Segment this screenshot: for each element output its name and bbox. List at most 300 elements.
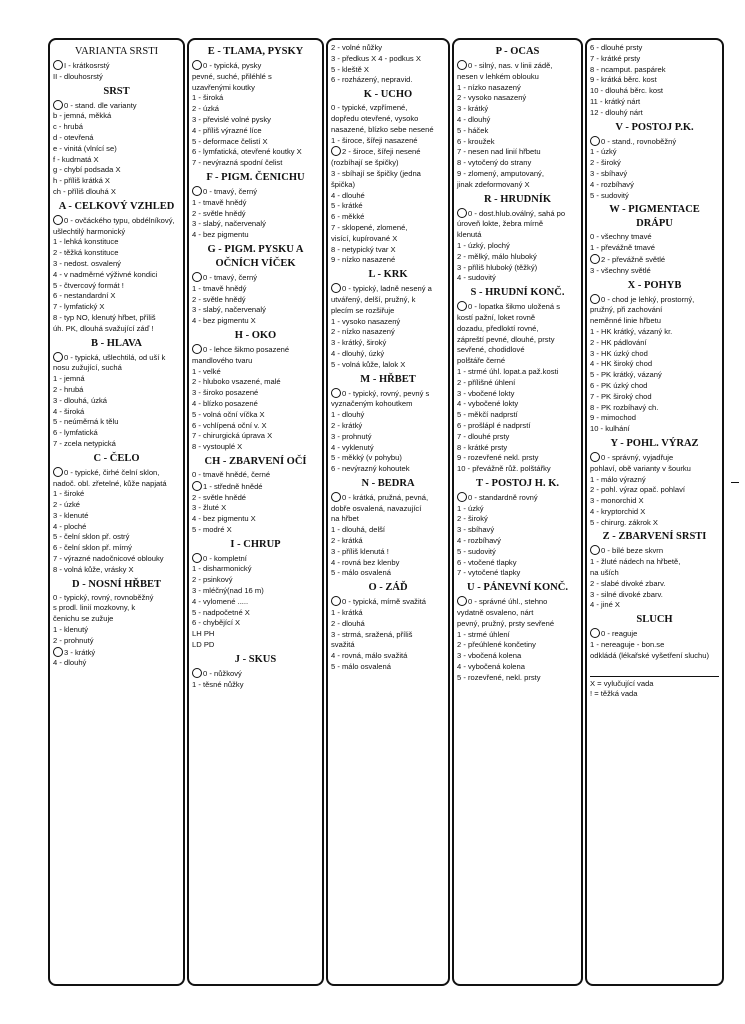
- option-line: [590, 590, 719, 601]
- circled-mark-icon: [53, 215, 63, 225]
- option-line: [590, 108, 719, 119]
- option-text: 5 - sudovitý: [590, 190, 629, 200]
- option-text: 2 - slabé divoké zbarv.: [590, 578, 666, 588]
- option-line: [331, 640, 445, 651]
- option-line: [457, 640, 578, 651]
- option-text: 9 - nízko nasazené: [331, 255, 396, 265]
- option-line: [331, 169, 445, 180]
- option-text: 5 - čelní sklon př. ostrý: [53, 532, 130, 542]
- option-text: vydatně osvaleno, nárt: [457, 608, 534, 618]
- option-text: utvářený, delší, pružný, k: [331, 294, 416, 304]
- option-text: 6 - nevýrazný kohoutek: [331, 464, 410, 474]
- section-title: O - ZÁĎ: [368, 582, 408, 594]
- option-line: [331, 596, 445, 608]
- option-line: [53, 270, 180, 281]
- option-line: [590, 464, 719, 475]
- circled-mark-icon: [331, 146, 341, 156]
- option-text: 6 - prošlápl é nadprstí: [457, 420, 531, 430]
- option-line: [331, 525, 445, 536]
- option-line: [53, 511, 180, 522]
- option-text: 1 - nereaguje - bon.se: [590, 640, 665, 650]
- option-line: [53, 554, 180, 565]
- option-text: 0 - stand., rovnoběžný: [601, 136, 677, 146]
- option-line: [331, 180, 445, 191]
- option-line: [457, 335, 578, 346]
- option-line: [457, 399, 578, 410]
- option-line: [53, 603, 180, 614]
- section-title: CH - ZBARVENÍ OČÍ: [204, 455, 307, 467]
- option-text: ušlechtilý harmonický: [53, 226, 126, 236]
- circled-mark-icon: [192, 481, 202, 491]
- option-line: [53, 417, 180, 428]
- option-line: [457, 619, 578, 630]
- option-text: 6 - lymfatická, otevřené koutky X: [192, 147, 302, 157]
- option-text: zápreští pevné, dlouhé, prsty: [457, 334, 555, 344]
- circled-mark-icon: [457, 60, 467, 70]
- option-text: 3 - krátký: [64, 647, 96, 657]
- option-line: [331, 608, 445, 619]
- option-text: 6 - měkké: [331, 212, 365, 222]
- form-sheet: [48, 38, 724, 986]
- option-text: 4 - kryptorchid X: [590, 506, 646, 516]
- option-text: nadoč. obl. zřetelné, kůže napjatá: [53, 478, 167, 488]
- option-line: [53, 100, 180, 112]
- option-line: [331, 536, 445, 547]
- option-line: [457, 547, 578, 558]
- option-text: 7 - vytočené tlapky: [457, 568, 521, 578]
- option-line: [457, 630, 578, 641]
- option-line: [192, 344, 319, 356]
- option-line: [590, 579, 719, 590]
- option-text: pevný, pružný, prsty sevřené: [457, 618, 555, 628]
- option-line: [192, 575, 319, 586]
- option-line: [457, 147, 578, 158]
- option-text: 8 - volná kůže, vrásky X: [53, 564, 134, 574]
- option-line: [457, 662, 578, 673]
- option-text: 8 - vystouplé X: [192, 442, 243, 452]
- option-line: [192, 356, 319, 367]
- option-text: 6 - čelní sklon př. mírný: [53, 543, 132, 553]
- option-line: [53, 363, 180, 374]
- section-title: SLUCH: [636, 614, 673, 626]
- option-text: 6 - vtočené tlapky: [457, 557, 517, 567]
- section-title: R - HRUDNÍK: [483, 193, 552, 205]
- option-line: [53, 489, 180, 500]
- option-line: [192, 126, 319, 137]
- option-text: 3 - dlouhá, úzká: [53, 395, 108, 405]
- option-line: [192, 608, 319, 619]
- option-line: [53, 407, 180, 418]
- option-text: 8 - PK rozbíhavý ch.: [590, 402, 659, 412]
- option-line: [590, 640, 719, 651]
- option-line: [457, 525, 578, 536]
- option-line: [457, 514, 578, 525]
- section-title: P - OCAS: [495, 46, 540, 57]
- option-line: [331, 421, 445, 432]
- option-line: [457, 83, 578, 94]
- option-text: 2 - dlouhá: [331, 618, 365, 628]
- option-line: [457, 558, 578, 569]
- option-line: [590, 97, 719, 108]
- option-text: 4 - rovná bez klenby: [331, 557, 400, 567]
- option-text: 4 - široká: [53, 406, 85, 416]
- option-text: pevné, suché, přiléhlé s: [192, 71, 272, 81]
- option-line: [53, 532, 180, 543]
- option-text: uzavřenými koutky: [192, 82, 255, 92]
- option-text: 2 - mělký, málo hluboký: [457, 251, 537, 261]
- section-title: B - HLAVA: [91, 337, 142, 349]
- option-line: [331, 630, 445, 641]
- option-line: [192, 316, 319, 327]
- option-text: 3 - krátký: [457, 104, 489, 114]
- option-line: [457, 137, 578, 148]
- option-line: [53, 439, 180, 450]
- option-text: 7 - výrazné nadočnicové oblouky: [53, 554, 164, 564]
- option-line: [590, 65, 719, 76]
- option-text: 7 - sklopené, zlomené,: [331, 222, 408, 232]
- option-line: [331, 558, 445, 569]
- circled-mark-icon: [457, 208, 467, 218]
- option-text: LH PH: [192, 629, 215, 639]
- option-line: [457, 104, 578, 115]
- option-text: 2 - převážně světlé: [601, 254, 666, 264]
- option-text: 3 - strmá, sražená, příliš: [331, 629, 413, 639]
- option-text: 4 - jiné X: [590, 600, 620, 610]
- option-text: 2 - přeúhlené končetiny: [457, 640, 536, 650]
- option-line: [331, 651, 445, 662]
- option-line: [53, 324, 180, 335]
- option-line: [457, 432, 578, 443]
- option-text: 5 - měkký (v pohybu): [331, 453, 402, 463]
- option-line: [331, 125, 445, 136]
- option-text: 1 - úzký: [590, 147, 617, 157]
- option-text: 4 - dlouhý, úzký: [331, 348, 385, 358]
- option-line: [192, 481, 319, 493]
- option-line: [590, 413, 719, 424]
- option-text: 0 - typický, rovný, rovnoběžný: [53, 592, 154, 602]
- option-text: 2 - světle hnědé: [192, 492, 247, 502]
- option-line: [457, 504, 578, 515]
- option-text: vyznačeným kohoutkem: [331, 399, 413, 409]
- option-text: 3 - slabý, načervenalý: [192, 219, 266, 229]
- option-text: 1 - klenutý: [53, 625, 89, 635]
- option-text: 4 - v nadměrné výživné kondici: [53, 269, 158, 279]
- option-text: 5 - modré X: [192, 524, 232, 534]
- option-line: [53, 144, 180, 155]
- option-text: 4 - rozbíhavý: [457, 536, 501, 546]
- option-line: [590, 568, 719, 579]
- option-line: [192, 72, 319, 83]
- section-title: F - PIGM. ČENICHU: [206, 171, 305, 183]
- option-text: s prodl. linií mozkovny, k: [53, 603, 136, 613]
- option-line: [590, 545, 719, 557]
- option-line: [590, 305, 719, 316]
- option-text: 4 - rozbíhavý: [590, 179, 634, 189]
- option-text: 5 - háček: [457, 125, 489, 135]
- option-text: 3 - vbočené lokty: [457, 388, 515, 398]
- option-text: 2 - pohl. výraz opač. pohlaví: [590, 485, 685, 495]
- option-text: 4 - rovná, málo svažitá: [331, 651, 408, 661]
- option-text: 0 - typická, mírně svažitá: [342, 597, 426, 607]
- option-text: 1 - strmé úhl. lopat.a paž.kosti: [457, 366, 559, 376]
- option-line: [590, 169, 719, 180]
- section-title: E - TLAMA, PYSKY: [207, 46, 304, 57]
- option-text: d - otevřená: [53, 132, 94, 142]
- option-line: [53, 614, 180, 625]
- option-text: 3 - slabý, načervenalý: [192, 305, 266, 315]
- option-line: [331, 388, 445, 400]
- option-text: 10 - převážně růž. polštářky: [457, 464, 551, 474]
- option-text: 5 - kleště X: [331, 64, 369, 74]
- circled-mark-icon: [331, 388, 341, 398]
- option-line: [192, 668, 319, 680]
- option-text: 6 - chybějící X: [192, 618, 241, 628]
- option-text: 1 - vysoko nasazený: [331, 316, 401, 326]
- option-text: 2 - hluboko vsazené, malé: [192, 377, 281, 387]
- section-title: W - PIGMENTACE DRÁPU: [609, 204, 700, 230]
- option-line: [53, 227, 180, 238]
- circled-mark-icon: [590, 136, 600, 146]
- option-text: 10 - kulhání: [590, 424, 630, 434]
- option-text: sevřené, chodidlové: [457, 345, 525, 355]
- section-title: I - CHRUP: [230, 538, 281, 550]
- option-text: 1 - tmavě hnědý: [192, 197, 247, 207]
- option-text: e - vinitá (vlnící se): [53, 143, 117, 153]
- option-text: 2 - těžká konstituce: [53, 248, 119, 258]
- option-text: 3 - příliš hluboký (těžký): [457, 262, 538, 272]
- option-text: 10 - dlouhá běrc. kost: [590, 86, 664, 96]
- option-text: ch - příliš dlouhá X: [53, 186, 116, 196]
- option-text: 1 - široké: [53, 489, 85, 499]
- option-line: [53, 291, 180, 302]
- option-line: [590, 243, 719, 254]
- option-line: [457, 301, 578, 313]
- option-text: 1 - nízko nasazený: [457, 82, 521, 92]
- option-text: 0 - bílé beze skvrn: [601, 546, 664, 556]
- option-text: nesen v lehkém oblouku: [457, 71, 539, 81]
- option-line: [192, 377, 319, 388]
- option-text: 3 - sbíhají se špičky (jedna: [331, 168, 421, 178]
- option-text: 9 - krátká běrc. kost: [590, 75, 657, 85]
- option-line: [53, 396, 180, 407]
- option-line: [331, 136, 445, 147]
- option-line: [53, 385, 180, 396]
- option-line: [331, 327, 445, 338]
- option-line: [331, 360, 445, 371]
- option-text: 3 - mléčný(nad 16 m): [192, 586, 264, 596]
- option-line: [457, 596, 578, 608]
- option-line: [457, 378, 578, 389]
- option-line: [331, 43, 445, 54]
- option-line: [590, 475, 719, 486]
- option-line: [331, 317, 445, 328]
- option-text: odkládá (lékařské vyšetření sluchu): [590, 650, 710, 660]
- option-text: 5 - nadpočetné X: [192, 607, 250, 617]
- option-line: [53, 636, 180, 647]
- option-line: [590, 651, 719, 662]
- option-line: [53, 479, 180, 490]
- option-text: 8 - typ NO, klenutý hřbet, příliš: [53, 312, 156, 322]
- option-line: [457, 219, 578, 230]
- option-line: [192, 230, 319, 241]
- option-line: [590, 485, 719, 496]
- section-title: U - PÁNEVNÍ KONČ.: [467, 582, 568, 594]
- option-text: 9 - mimochod: [590, 413, 637, 423]
- circled-mark-icon: [192, 668, 202, 678]
- option-text: 5 - volná oční víčka X: [192, 409, 265, 419]
- option-line: [331, 619, 445, 630]
- circled-mark-icon: [457, 596, 467, 606]
- section-title: N - BEDRA: [361, 477, 415, 489]
- option-line: [331, 306, 445, 317]
- option-text: 2 - vysoko nasazený: [457, 93, 527, 103]
- option-line: [590, 424, 719, 435]
- option-line: [590, 452, 719, 464]
- option-line: [53, 647, 180, 659]
- option-text: LD PD: [192, 640, 215, 650]
- option-line: [192, 158, 319, 169]
- circled-mark-icon: [590, 452, 600, 462]
- option-line: [457, 72, 578, 83]
- option-line: [331, 547, 445, 558]
- edge-tick: [731, 482, 739, 483]
- option-line: [192, 209, 319, 220]
- option-line: [53, 428, 180, 439]
- option-line: [590, 254, 719, 266]
- option-text: nasazené, blízko sebe nesené: [331, 124, 434, 134]
- circled-mark-icon: [53, 60, 63, 70]
- option-text: na uších: [590, 568, 619, 578]
- option-text: 3 - HK úzký chod: [590, 348, 648, 358]
- option-text: visící, kupírované X: [331, 233, 398, 243]
- section-title: SRST: [103, 85, 130, 97]
- option-line: [457, 252, 578, 263]
- option-line: [53, 259, 180, 270]
- option-line: [192, 410, 319, 421]
- column-5: [585, 38, 724, 986]
- option-text: 1 - úzký: [457, 503, 484, 513]
- option-line: [457, 115, 578, 126]
- option-line: [192, 388, 319, 399]
- option-line: [53, 187, 180, 198]
- legend-line: X = vylučující vada: [590, 678, 654, 688]
- option-line: [192, 137, 319, 148]
- option-text: 1 - široká: [192, 93, 224, 103]
- option-text: neměnné linie hřbetu: [590, 316, 661, 326]
- option-line: [53, 176, 180, 187]
- option-line: [331, 54, 445, 65]
- option-line: [53, 302, 180, 313]
- option-line: [457, 230, 578, 241]
- option-text: 0 - typické, čirhé čelní sklon,: [64, 467, 160, 477]
- circled-mark-icon: [590, 628, 600, 638]
- option-text: g - chybí podsada X: [53, 165, 121, 175]
- option-line: [457, 158, 578, 169]
- option-line: [590, 392, 719, 403]
- option-text: 3 - všechny světlé: [590, 265, 651, 275]
- option-line: [590, 232, 719, 243]
- option-line: [192, 219, 319, 230]
- option-line: [53, 215, 180, 227]
- option-line: [331, 65, 445, 76]
- option-text: 6 - PK úzký chod: [590, 380, 648, 390]
- option-line: [331, 443, 445, 454]
- option-text: 5 - chirurg. zákrok X: [590, 517, 658, 527]
- option-text: 4 - dlouhý: [53, 658, 87, 668]
- option-text: 9 - rozevřené nekl. prsty: [457, 453, 539, 463]
- option-line: [457, 263, 578, 274]
- option-line: [590, 316, 719, 327]
- option-line: [457, 126, 578, 137]
- option-text: 6 - nestandardní X: [53, 291, 116, 301]
- option-line: [331, 201, 445, 212]
- option-text: 0 - správné úhl., stehno: [468, 597, 548, 607]
- section-title: X - POHYB: [627, 279, 682, 291]
- legend: [590, 676, 719, 701]
- option-line: [331, 212, 445, 223]
- option-line: [590, 43, 719, 54]
- option-text: 2 - nízko nasazený: [331, 327, 395, 337]
- option-text: 1 - dlouhá, delší: [331, 525, 386, 535]
- column-1: [48, 38, 185, 986]
- option-line: [590, 86, 719, 97]
- option-line: [53, 352, 180, 364]
- option-line: [457, 60, 578, 72]
- option-line: [53, 543, 180, 554]
- option-text: 7 - krátké prsty: [590, 53, 641, 63]
- section-title: T - POSTOJ H. K.: [475, 477, 560, 489]
- option-text: kostí pažní, loket rovně: [457, 312, 536, 322]
- circled-mark-icon: [53, 352, 63, 362]
- option-line: [53, 72, 180, 83]
- option-text: 4 - bez pigmentu X: [192, 514, 256, 524]
- option-text: 1 - strmé úhlení: [457, 629, 510, 639]
- option-text: 2 - široce, šířeji nesené: [342, 147, 421, 157]
- option-line: [331, 492, 445, 504]
- option-line: [192, 493, 319, 504]
- option-text: 0 - chod je lehký, prostorný,: [601, 294, 695, 304]
- option-text: 4 - dlouhý: [457, 114, 491, 124]
- option-line: [331, 504, 445, 515]
- option-text: 1 - žluté nádech na hřbetě,: [590, 557, 681, 567]
- option-text: 4 - vylomené .....: [192, 596, 249, 606]
- circled-mark-icon: [331, 492, 341, 502]
- option-line: [457, 453, 578, 464]
- option-text: 7 - nevýrazná spodní čelist: [192, 158, 283, 168]
- circled-mark-icon: [53, 100, 63, 110]
- option-text: 6 - lymfatická: [53, 428, 98, 438]
- option-text: 8 - krátké prsty: [457, 442, 508, 452]
- section-title: S - HRUDNÍ KONČ.: [470, 287, 565, 299]
- section-title: M - HŘBET: [360, 373, 416, 385]
- option-text: 2 - světle hnědý: [192, 294, 246, 304]
- option-text: 7 - lymfatický X: [53, 302, 105, 312]
- option-text: 2 - krátký: [331, 420, 363, 430]
- option-text: nosu zužující, suchá: [53, 363, 122, 373]
- option-line: [53, 658, 180, 669]
- option-line: [457, 367, 578, 378]
- option-text: 1 - málo výrazný: [590, 474, 646, 484]
- option-text: 7 - chirurgická úprava X: [192, 431, 273, 441]
- option-line: [457, 673, 578, 684]
- option-line: [53, 500, 180, 511]
- option-line: [192, 442, 319, 453]
- option-line: [53, 133, 180, 144]
- option-text: f - kudrnatá X: [53, 154, 99, 164]
- option-text: 4 - vybočené lokty: [457, 399, 519, 409]
- option-line: [331, 191, 445, 202]
- option-line: [192, 525, 319, 536]
